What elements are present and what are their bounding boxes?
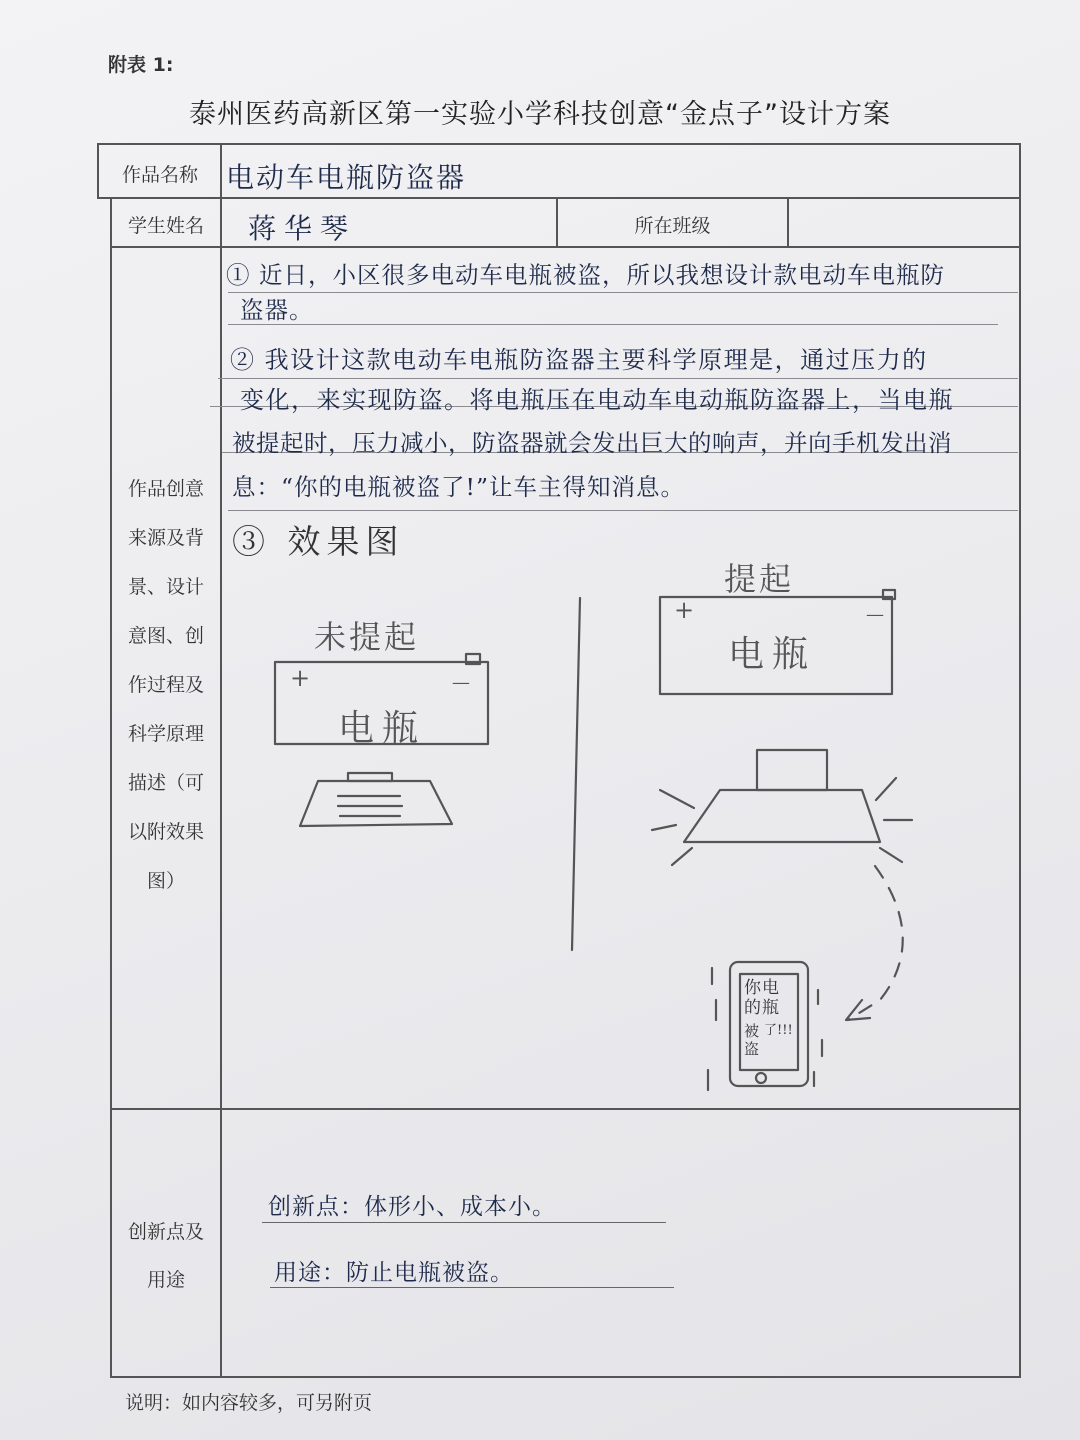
- creative-label-line: 图）: [146, 870, 185, 892]
- left-base-trapezoid: [300, 781, 452, 826]
- phone-message-col-3: 被盗: [744, 1022, 760, 1058]
- innovation-label: [112, 1208, 220, 1304]
- usage-text[interactable]: 用途：防止电瓶被盗。: [274, 1260, 514, 1286]
- description-line-1[interactable]: ① 近日，小区很多电动车电瓶被盗，所以我想设计款电动车电瓶防: [226, 261, 945, 289]
- alarm-lines-left: [652, 790, 694, 865]
- right-caption: 提起: [724, 560, 795, 598]
- phone-vibration-right: [814, 990, 822, 1086]
- right-plus-sign: +: [674, 596, 695, 624]
- creative-label-line: 描述（可: [127, 772, 204, 794]
- sketch-divider-line: [572, 598, 580, 950]
- phone-message-col-2: 电瓶: [762, 978, 779, 1018]
- alarm-lines-right: [876, 778, 912, 862]
- left-caption: 未提起: [314, 618, 420, 656]
- creative-label-line: 作过程及: [127, 674, 204, 696]
- effect-diagram-heading[interactable]: ③ 效果图: [232, 522, 405, 561]
- creative-label-line: 景、设计: [127, 576, 204, 598]
- innovation-writing-line: [262, 1222, 666, 1223]
- innovation-point[interactable]: 创新点：体形小、成本小。: [268, 1194, 556, 1220]
- student-name-label: 学生姓名: [127, 215, 204, 237]
- right-sensor-block: [757, 750, 827, 790]
- description-line-5[interactable]: 被提起时，压力减小，防盗器就会发出巨大的响声，并向手机发出消: [232, 429, 952, 457]
- creative-label-line: 意图、创: [127, 625, 204, 647]
- phone-message-col-1: 你的: [744, 978, 761, 1018]
- description-line-3[interactable]: ② 我设计这款电动车电瓶防盗器主要科学原理是，通过压力的: [230, 346, 928, 374]
- right-base-trapezoid: [684, 790, 880, 842]
- signal-arrowhead: [846, 1000, 870, 1020]
- usage-writing-line: [270, 1287, 674, 1288]
- phone-message-col-4: 了!!!: [764, 1023, 793, 1038]
- left-base-lines: [338, 796, 402, 816]
- creative-label-line: 来源及背: [127, 527, 204, 549]
- right-battery-label: 电瓶: [728, 634, 817, 675]
- attachment-label: 附表 1:: [108, 54, 174, 76]
- creative-label-line: 以附效果: [127, 821, 204, 843]
- left-base-top: [348, 773, 392, 781]
- innovation-label-line: 用途: [146, 1269, 185, 1291]
- phone-button: [756, 1073, 766, 1083]
- footer-note: 说明：如内容较多，可另附页: [125, 1392, 373, 1414]
- student-name-value[interactable]: 蒋华琴: [248, 212, 357, 245]
- creative-label-line: 作品创意: [127, 478, 204, 500]
- creative-label-line: 科学原理: [127, 723, 204, 745]
- description-line-6[interactable]: 息：“你的电瓶被盗了!”让车主得知消息。: [232, 473, 685, 501]
- page-title: 泰州医药高新区第一实验小学科技创意“金点子”设计方案: [189, 99, 891, 130]
- innovation-label-line: 创新点及: [127, 1221, 204, 1243]
- left-plus-sign: +: [290, 664, 311, 692]
- left-battery-label: 电瓶: [338, 708, 427, 749]
- phone-vibration-left: [708, 968, 716, 1090]
- class-label: 所在班级: [634, 215, 711, 237]
- left-minus-sign: —: [452, 672, 470, 693]
- description-line-4[interactable]: 变化，来实现防盗。将电瓶压在电动车电动瓶防盗器上，当电瓶: [240, 386, 954, 414]
- description-line-2[interactable]: 盗器。: [240, 296, 314, 324]
- signal-arrow: [848, 866, 903, 1020]
- work-name-label: 作品名称: [121, 164, 198, 186]
- right-minus-sign: —: [866, 604, 884, 625]
- work-name-value[interactable]: 电动车电瓶防盗器: [226, 161, 467, 194]
